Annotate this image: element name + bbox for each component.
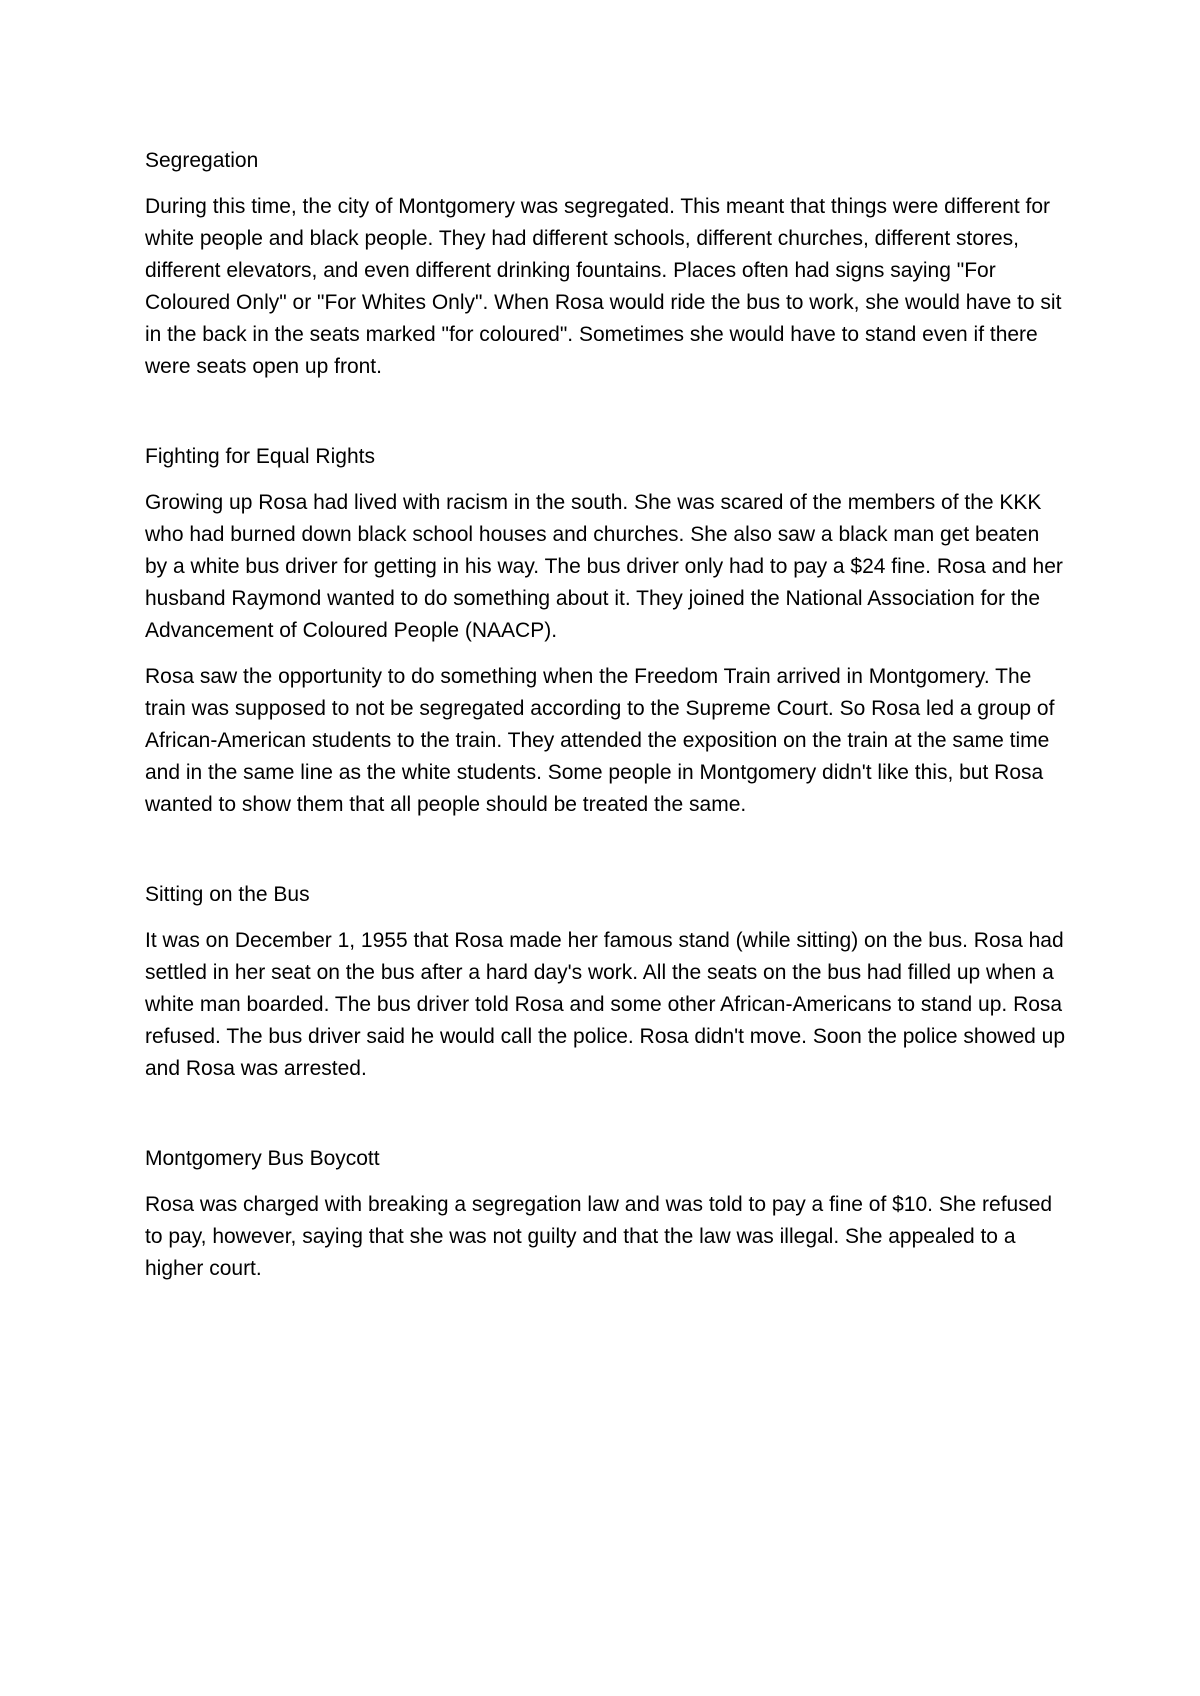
- paragraph: It was on December 1, 1955 that Rosa made her famous stand (while sitting) on the bus. Rosa had settled in her seat on the bus after a hard day's work. All the seats on the bus had filled up when a white man boarded. The bus driver told Rosa and some other African-Americans to stand up. Rosa refused. The bus driver said he would call the police. Rosa didn't move. Soon the police showed up and Rosa was arrested.: [145, 929, 1066, 1080]
- paragraph: During this time, the city of Montgomery was segregated. This meant that things were different for white people and black people. They had different schools, different churches, different stores, different elevators, and even different drinking fountains. Places often had signs saying "For Coloured Only" or "For Whites Only". When Rosa would ride the bus to work, she would have to sit in the back in the seats marked "for coloured". Sometimes she would have to stand even if there were seats open up front.: [145, 195, 1062, 378]
- paragraph: Rosa saw the opportunity to do something when the Freedom Train arrived in Montgomery. The train was supposed to not be segregated according to the Supreme Court. So Rosa led a group of African-American students to the train. They attended the exposition on the train at the same time and in the same line as the white students. Some people in Montgomery didn't like this, but Rosa wanted to show them that all people should be treated the same.: [145, 665, 1055, 816]
- section-spacer: [145, 397, 1065, 441]
- paragraph: Rosa was charged with breaking a segregation law and was told to pay a fine of $10. She refused to pay, however, saying that she was not guilty and that the law was illegal. She appealed to a higher court.: [145, 1193, 1053, 1280]
- section-heading: Fighting for Equal Rights: [145, 445, 375, 468]
- section-segregation: [145, 145, 1065, 383]
- section-heading: Sitting on the Bus: [145, 883, 310, 906]
- paragraph: Growing up Rosa had lived with racism in the south. She was scared of the members of the KKK who had burned down black school houses and churches. She also saw a black man get beaten by a white bus driver for getting in his way. The bus driver only had to pay a $24 fine. Rosa and her husband Raymond wanted to do something about it. They joined the National Association for the Advancement of Coloured People (NAACP).: [145, 491, 1063, 642]
- section-spacer: [145, 1099, 1065, 1143]
- section-heading: Segregation: [145, 149, 259, 172]
- document-body: [145, 145, 1065, 1299]
- section-heading: Montgomery Bus Boycott: [145, 1147, 380, 1170]
- section-sitting-on-the-bus: [145, 879, 1065, 1085]
- section-montgomery-bus-boycott: [145, 1143, 1065, 1285]
- section-spacer: [145, 835, 1065, 879]
- section-fighting-for-equal-rights: [145, 441, 1065, 821]
